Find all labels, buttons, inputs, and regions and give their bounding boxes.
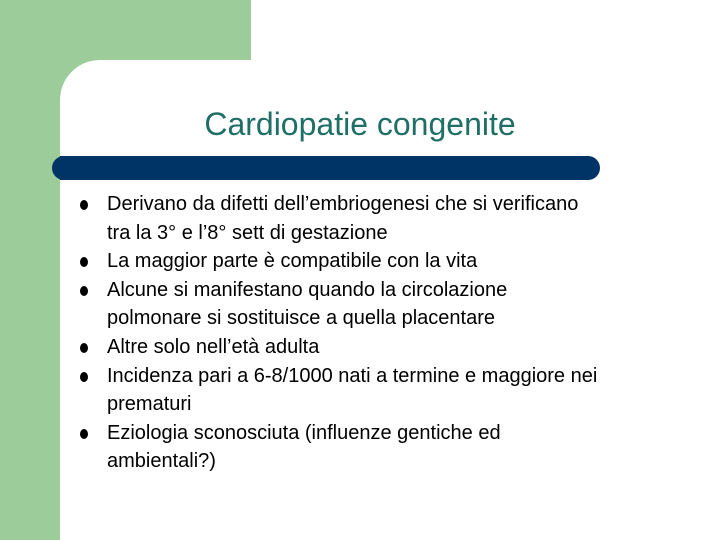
bullet-line: prematuri <box>107 393 192 416</box>
bullet-line: Eziologia sconosciuta (influenze gentiche ed <box>107 421 501 444</box>
bullet-line: La maggior parte è compatibile con la vita <box>107 250 478 273</box>
bullet-item <box>80 190 710 247</box>
bullet-item <box>80 362 710 419</box>
bullet-dot-icon <box>80 429 88 439</box>
bullet-line: Derivano da difetti dell’embriogenesi che si verificano <box>107 193 579 215</box>
bullet-item <box>80 247 710 276</box>
bullet-list <box>80 190 710 476</box>
slide-title: Cardiopatie congenite <box>204 106 516 142</box>
bullet-line: Incidenza pari a 6-8/1000 nati a termine e maggiore nei <box>107 364 598 387</box>
bullet-line: polmonare si sostituisce a quella placentare <box>107 307 495 330</box>
title-underline-bar <box>60 156 600 180</box>
decorative-left-strip <box>0 0 60 540</box>
bullet-dot-icon <box>80 372 88 382</box>
bullet-dot-icon <box>80 200 88 210</box>
bullet-item <box>80 333 710 362</box>
bullet-line: tra la 3° e l’8° sett di gestazione <box>107 221 388 244</box>
bullet-item <box>80 419 710 476</box>
bullet-item <box>80 276 710 333</box>
bullet-line: Alcune si manifestano quando la circolazione <box>107 278 508 301</box>
bullet-dot-icon <box>80 343 88 353</box>
bullet-dot-icon <box>80 286 88 296</box>
bullet-line: ambientali?) <box>107 450 216 473</box>
bullet-dot-icon <box>80 257 88 267</box>
bullet-line: Altre solo nell’età adulta <box>107 335 320 358</box>
